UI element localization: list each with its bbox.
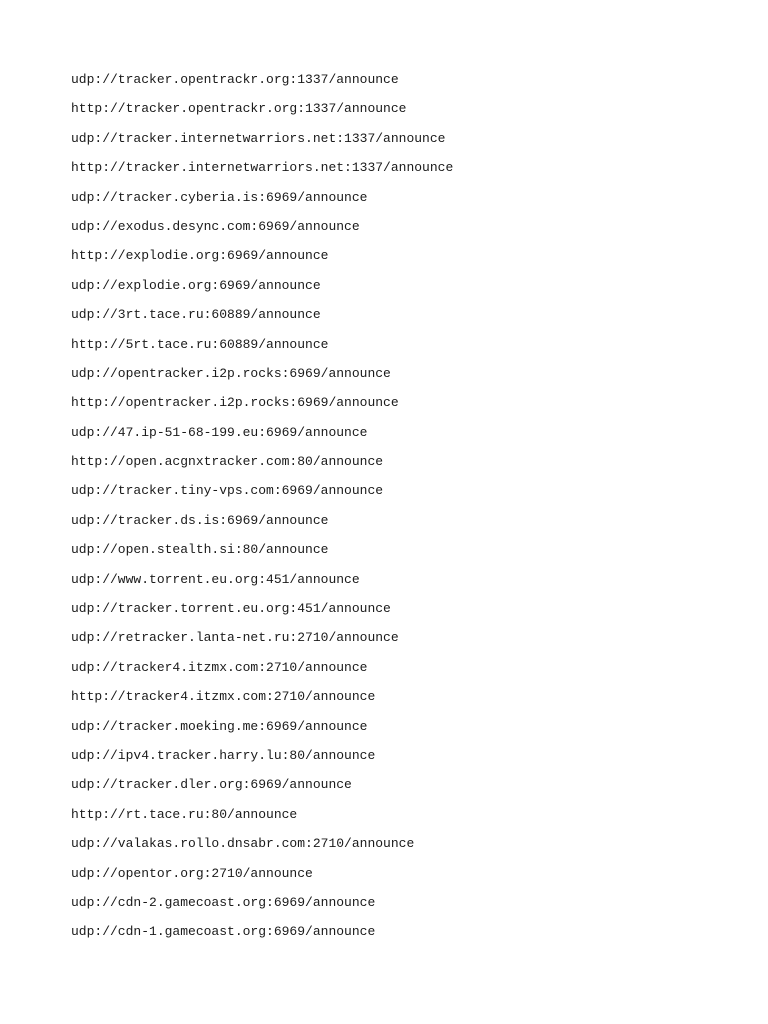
tracker-url: udp://tracker.moeking.me:6969/announce bbox=[71, 718, 368, 734]
tracker-url: udp://www.torrent.eu.org:451/announce bbox=[71, 571, 360, 587]
tracker-url: udp://tracker.internetwarriors.net:1337/announce bbox=[71, 130, 446, 146]
tracker-url: http://open.acgnxtracker.com:80/announce bbox=[71, 454, 384, 470]
tracker-url: udp://cdn-2.gamecoast.org:6969/announce bbox=[71, 894, 376, 910]
tracker-url: udp://tracker.tiny-vps.com:6969/announce bbox=[71, 483, 384, 499]
tracker-url: udp://tracker.ds.is:6969/announce bbox=[71, 512, 329, 528]
tracker-url: udp://tracker.cyberia.is:6969/announce bbox=[71, 189, 368, 205]
tracker-url: http://tracker4.itzmx.com:2710/announce bbox=[71, 689, 376, 705]
tracker-url: http://tracker.opentrackr.org:1337/announce bbox=[71, 101, 407, 117]
tracker-list bbox=[71, 70, 453, 952]
tracker-url: udp://ipv4.tracker.harry.lu:80/announce bbox=[71, 747, 376, 763]
tracker-url: http://explodie.org:6969/announce bbox=[71, 248, 329, 264]
tracker-url: udp://explodie.org:6969/announce bbox=[71, 277, 321, 293]
tracker-url: udp://retracker.lanta-net.ru:2710/announce bbox=[71, 630, 399, 646]
tracker-url: udp://tracker.opentrackr.org:1337/announce bbox=[71, 72, 399, 87]
tracker-url: http://opentracker.i2p.rocks:6969/announce bbox=[71, 395, 399, 411]
tracker-url: udp://open.stealth.si:80/announce bbox=[71, 542, 329, 558]
tracker-url: udp://tracker.torrent.eu.org:451/announce bbox=[71, 601, 391, 617]
tracker-url: udp://valakas.rollo.dnsabr.com:2710/announce bbox=[71, 836, 415, 852]
tracker-url: udp://opentor.org:2710/announce bbox=[71, 865, 313, 881]
tracker-url: udp://tracker.dler.org:6969/announce bbox=[71, 777, 352, 793]
tracker-url: udp://3rt.tace.ru:60889/announce bbox=[71, 307, 321, 323]
tracker-url: http://tracker.internetwarriors.net:1337/announce bbox=[71, 160, 454, 176]
tracker-url: http://5rt.tace.ru:60889/announce bbox=[71, 336, 329, 352]
tracker-url: udp://cdn-1.gamecoast.org:6969/announce bbox=[71, 924, 376, 940]
tracker-url: http://rt.tace.ru:80/announce bbox=[71, 806, 298, 822]
tracker-url: udp://exodus.desync.com:6969/announce bbox=[71, 218, 360, 234]
tracker-url: udp://opentracker.i2p.rocks:6969/announce bbox=[71, 365, 391, 381]
tracker-url: udp://tracker4.itzmx.com:2710/announce bbox=[71, 659, 368, 675]
tracker-url: udp://47.ip-51-68-199.eu:6969/announce bbox=[71, 424, 368, 440]
